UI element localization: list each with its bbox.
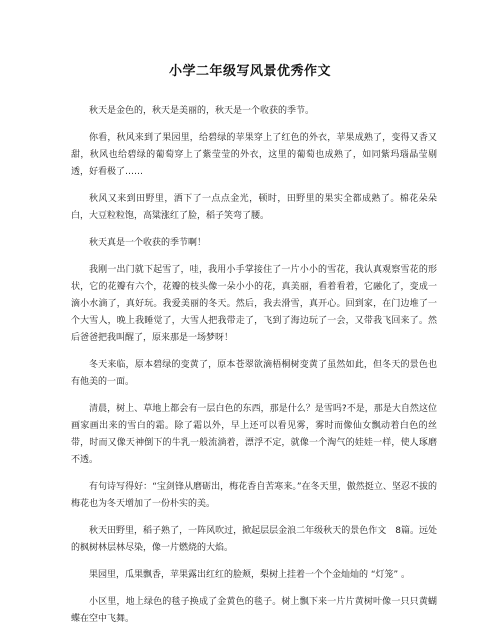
- paragraph: 你看，秋风来到了果园里，给碧绿的苹果穿上了红色的外衣，苹果成熟了，变得又香又甜，秋风也给碧绿的葡萄穿上了紫莹莹的外衣，这里的葡萄也成熟了，如同紫玛瑙晶莹剔透，好看极了……: [71, 133, 437, 177]
- paragraph: 小区里，地上绿色的毯子换成了金黄色的毯子。树上飘下来一片片黄树叶像一只只黄蝴蝶在空中飞舞。: [71, 597, 437, 624]
- paragraph: 秋天田野里，稻子熟了，一阵风吹过，掀起层层金浪二年级秋天的景色作文 8篇。远处的枫树林层林尽染，像一片燃烧的大焰。: [71, 526, 437, 553]
- paragraph: 我刚一出门就下起雪了，哇，我用小手掌接住了一片小小的雪花，我认真观察雪花的形状，它的花瓣有六个，花瓣的枝头像一朵小小的花，真美丽，看着看着，它融化了，变成一滴小水滴了，真好玩。我爱美丽的冬天。然后，我去滑雪，真开心。回到家，在门边堆了一个大雪人，晚上我睡觉了，大雪人把我带走了，飞到了海边玩了一会，又带我飞回来了。然后爸爸把我叫醒了，原来那是一场梦呀！: [71, 265, 437, 343]
- paragraph: 秋风又来到田野里，洒下了一点点金光，顿时，田野里的果实全都成熟了。棉花朵朵白，大豆粒粒饱，高粱涨红了脸，稻子笑弯了腰。: [71, 194, 437, 221]
- document-body: [71, 103, 437, 638]
- paragraph: 秋天真是一个收获的季节啊！: [89, 238, 207, 248]
- paragraph: 果园里，瓜果飘香，苹果露出红红的脸颊，梨树上挂着一个个金灿灿的 “灯笼” 。: [89, 570, 411, 580]
- paragraph: 秋天是金色的，秋天是美丽的，秋天是一个收获的季节。: [89, 106, 315, 116]
- paragraph: 冬天来临，原本碧绿的变黄了，原本苍翠欲滴梧桐树变黄了虽然如此，但冬天的景色也有他美的一面。: [71, 360, 437, 387]
- paragraph: 清晨，树上、草地上都会有一层白色的东西，那是什么？是雪吗?不是，那是大自然这位画家画出来的雪白的霜。除了霜以外，早上还可以看见雾，雾时而像仙女飘动着白色的丝带，时而又像天神倒下的牛乳一般流淌着，漂浮不定，就像一个淘气的娃娃一样，使人琢磨不透。: [71, 404, 437, 465]
- paragraph: 有句诗写得好：“宝剑锋从磨砺出，梅花香自苦寒来。”在冬天里，傲然挺立、坚忍不拔的梅花也为冬天增加了一份朴实的美。: [71, 482, 437, 509]
- document-title: 小学二年级写风景优秀作文: [168, 64, 331, 79]
